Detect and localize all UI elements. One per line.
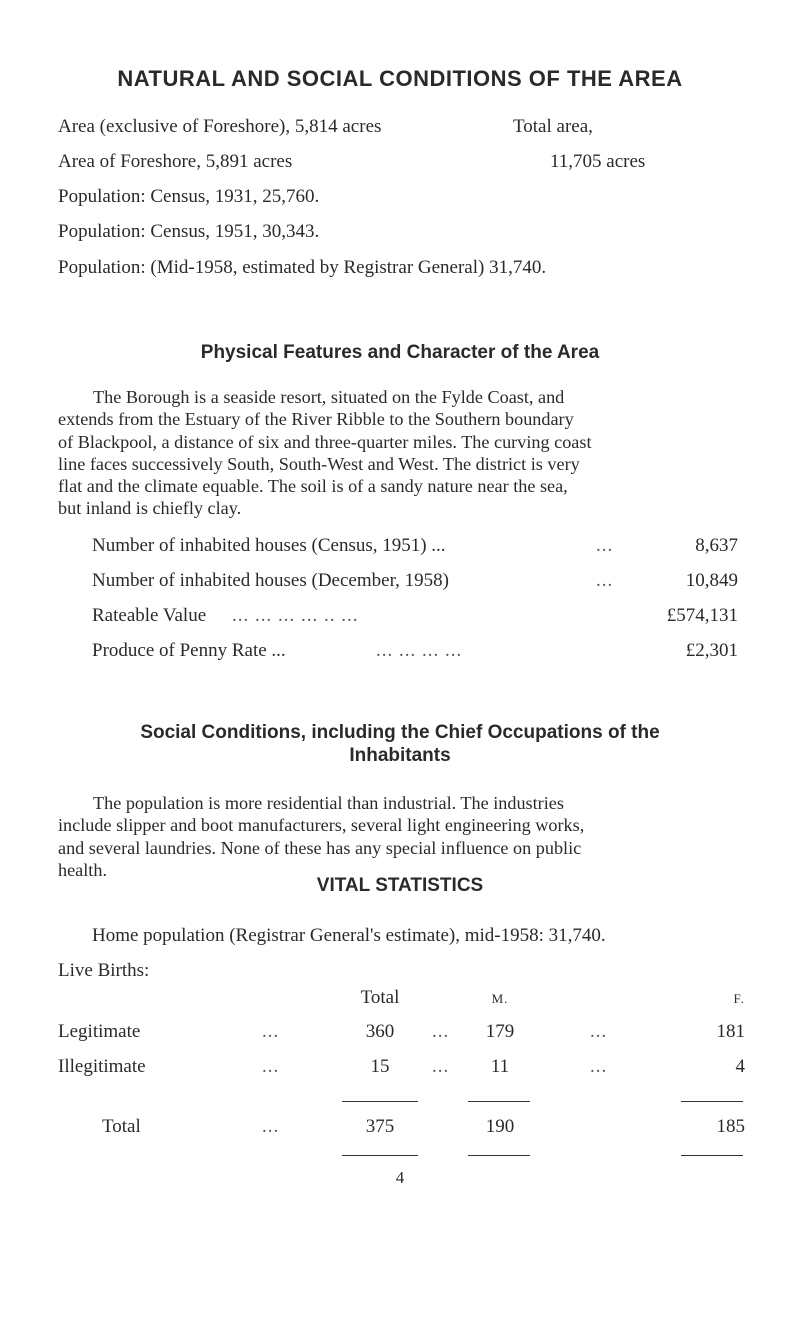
illegitimate-male: 11	[490, 1056, 510, 1077]
total-rule-top	[468, 1101, 530, 1102]
stat-dots: ... ... ... ... .. ...	[232, 605, 359, 626]
physical-line: but inland is chiefly clay.	[58, 498, 242, 519]
col-header-female: F.	[733, 991, 745, 1006]
area-foreshore: Area of Foreshore, 5,891 acres	[58, 151, 293, 172]
live-births-label: Live Births:	[58, 960, 150, 981]
row-label-legitimate: Legitimate	[58, 1021, 141, 1042]
row-label-illegitimate: Illegitimate	[58, 1056, 146, 1077]
physical-line: flat and the climate equable. The soil is of a sandy nature near the sea,	[58, 476, 568, 497]
social-heading-line2: Inhabitants	[349, 745, 451, 766]
social-line: include slipper and boot manufacturers, several light engineering works,	[58, 815, 585, 836]
illegitimate-female: 4	[735, 1056, 745, 1077]
total-rule-top	[342, 1101, 418, 1102]
population-1931: Population: Census, 1931, 25,760.	[58, 186, 320, 207]
stat-label-rateable-value: Rateable Value	[92, 605, 207, 626]
home-population: Home population (Registrar General's estimate), mid-1958: 31,740.	[92, 925, 606, 946]
stat-dots: ... ... ... ...	[376, 640, 463, 661]
total-rule-bottom	[468, 1155, 530, 1156]
stat-dots: ...	[596, 535, 614, 556]
physical-line: The Borough is a seaside resort, situated on the Fylde Coast, and	[93, 387, 565, 407]
page-number: 4	[395, 1168, 405, 1187]
row-dots: ...	[432, 1056, 450, 1077]
total-area-label: Total area,	[513, 116, 593, 137]
social-paragraph	[58, 792, 748, 881]
social-line: health.	[58, 859, 107, 880]
total-rule-top	[681, 1101, 743, 1102]
stat-dots: ...	[596, 570, 614, 591]
row-dots: ...	[262, 1021, 280, 1042]
physical-line: line faces successively South, South-West and West. The district is very	[58, 453, 580, 474]
row-dots: ...	[590, 1021, 608, 1042]
stat-value-houses-1958: 10,849	[685, 570, 738, 591]
population-1951: Population: Census, 1951, 30,343.	[58, 221, 320, 242]
physical-paragraph	[58, 386, 748, 520]
births-total-male: 190	[485, 1116, 515, 1137]
stat-value-penny-rate: £2,301	[685, 640, 738, 661]
births-total: 375	[365, 1116, 395, 1137]
col-header-total: Total	[360, 987, 400, 1008]
stat-label-penny-rate: Produce of Penny Rate ...	[92, 640, 286, 661]
page-heading: NATURAL AND SOCIAL CONDITIONS OF THE AREA	[117, 66, 683, 91]
stat-value-rateable-value: £574,131	[666, 605, 738, 626]
legitimate-male: 179	[485, 1021, 515, 1042]
row-dots: ...	[590, 1056, 608, 1077]
total-rule-bottom	[681, 1155, 743, 1156]
stat-label-houses-1951: Number of inhabited houses (Census, 1951) ...	[92, 535, 446, 556]
total-rule-bottom	[342, 1155, 418, 1156]
row-dots: ...	[262, 1056, 280, 1077]
vital-statistics-heading: VITAL STATISTICS	[316, 875, 484, 896]
physical-features-heading: Physical Features and Character of the Area	[200, 342, 600, 363]
physical-line: of Blackpool, a distance of six and three-quarter miles. The curving coast	[58, 431, 592, 452]
row-label-total: Total	[102, 1116, 141, 1137]
social-line: The population is more residential than industrial. The industries	[93, 793, 564, 813]
social-heading-line1: Social Conditions, including the Chief Occupations of the	[140, 722, 660, 743]
legitimate-total: 360	[365, 1021, 395, 1042]
row-dots: ...	[432, 1021, 450, 1042]
row-dots: ...	[262, 1116, 280, 1137]
population-1958: Population: (Mid-1958, estimated by Registrar General) 31,740.	[58, 257, 547, 278]
stat-value-houses-1951: 8,637	[695, 535, 738, 556]
stat-label-houses-1958: Number of inhabited houses (December, 1958)	[92, 570, 449, 591]
social-line: and several laundries. None of these has any special influence on public	[58, 837, 582, 858]
area-exclusive: Area (exclusive of Foreshore), 5,814 acres	[58, 116, 382, 137]
total-area-value: 11,705 acres	[550, 151, 646, 172]
births-total-female: 185	[716, 1116, 745, 1137]
col-header-male: M.	[491, 991, 509, 1006]
physical-line: extends from the Estuary of the River Ribble to the Southern boundary	[58, 409, 574, 430]
legitimate-female: 181	[716, 1021, 745, 1042]
illegitimate-total: 15	[370, 1056, 390, 1077]
